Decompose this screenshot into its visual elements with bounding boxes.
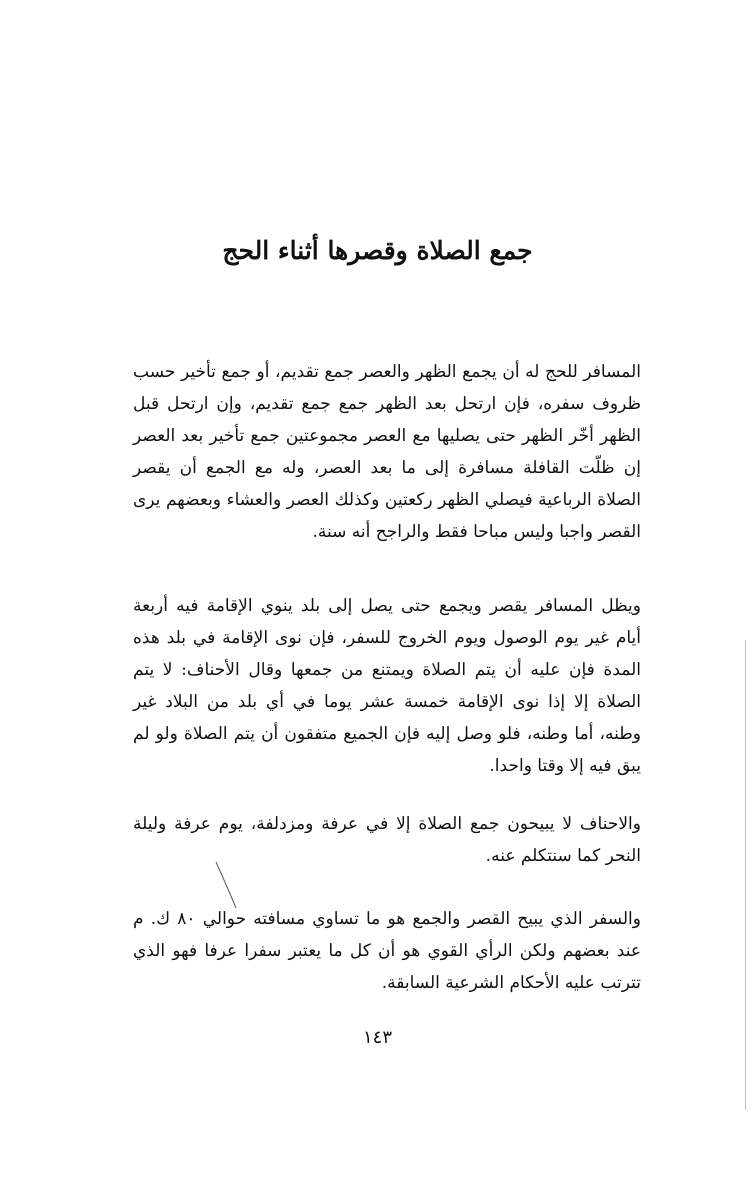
paragraph-3: والاحناف لا يبيحون جمع الصلاة إلا في عرفة ومزدلفة، يوم عرفة وليلة النحر كما سنتكلم عنه.	[133, 814, 641, 866]
paragraph-2: ويظل المسافر يقصر ويجمع حتى يصل إلى بلد ينوي الإقامة فيه أربعة أيام غير يوم الوصول ويوم الخروج للسفر، فإن نوى الإقامة في بلد هذه المدة فإن عليه أن يتم الصلاة ويمتنع من جمعها وقال الأحناف: لا يتم الصلاة إلا إذا نوى الإقامة خمسة عشر يوما في أي بلد من البلاد غير وطنه، أما وطنه، فلو وصل إليه فإن الجميع متفقون أن يتم الصلاة ولو لم يبق فيه إلا وقتا واحدا.	[133, 596, 641, 776]
paragraph-1: المسافر للحج له أن يجمع الظهر والعصر جمع تقديم، أو جمع تأخير حسب ظروف سفره، فإن ارتحل بعد الظهر جمع جمع تقديم، وإن ارتحل قبل الظهر أخّر الظهر حتى يصليها مع العصر مجموعتين جمع تأخير بعد العصر إن ظلّت القافلة مسافرة إلى ما بعد العصر، وله مع الجمع أن يقصر الصلاة الرباعية فيصلي الظهر ركعتين وكذلك العصر والعشاء وبعضهم يرى القصر واجبا وليس مباحا فقط والراجح أنه سنة.	[133, 362, 641, 542]
paragraph-4: والسفر الذي يبيح القصر والجمع هو ما تساوي مسافته حوالي ٨٠ ك. م عند بعضهم ولكن الرأي القوي هو أن كل ما يعتبر سفرا عرفا فهو الذي تترتب عليه الأحكام الشرعية السابقة.	[133, 909, 641, 993]
page-number: ١٤٣	[362, 1027, 392, 1048]
page-title: جمع الصلاة وقصرها أثناء الحج	[222, 236, 533, 265]
